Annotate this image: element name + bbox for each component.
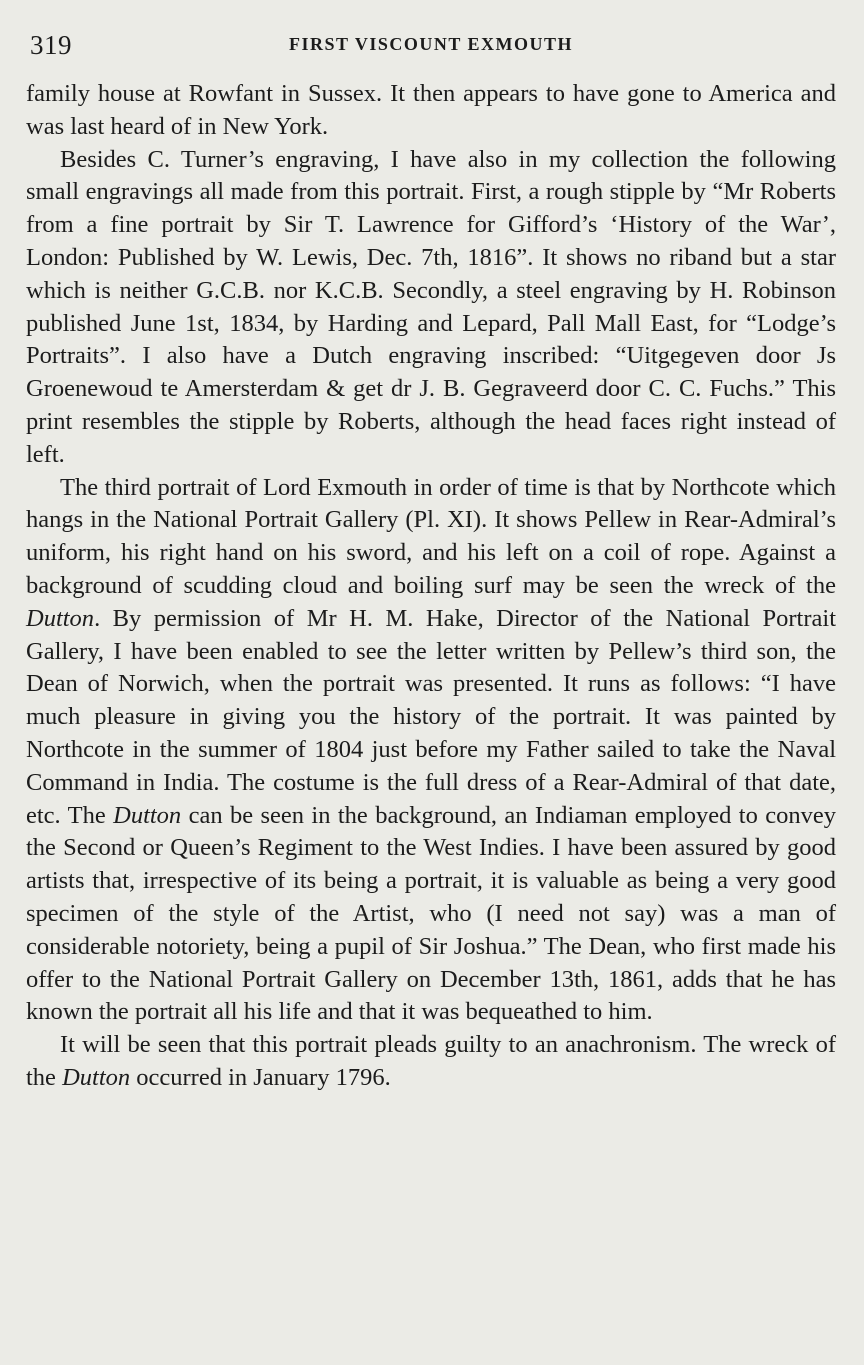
paragraph-4 <box>26 1029 836 1095</box>
text-segment: The third portrait of Lord Exmouth in order of time is that by Northcote which hangs in the National Portrait Gallery (Pl. XI). It shows Pellew in Rear-Admiral’s uniform, his right hand on his sword, and his left on a coil of rope. Against a background of scudding cloud and boiling surf may be seen the wreck of the <box>26 473 836 599</box>
body-text <box>26 78 836 1095</box>
running-head <box>26 24 836 72</box>
paragraph-1 <box>26 78 836 144</box>
ship-name-italic: Dutton <box>26 604 95 632</box>
ship-name-italic: Dutton <box>113 801 182 829</box>
text-segment: occurred in January 1796. <box>130 1063 391 1091</box>
ship-name-italic: Dutton <box>62 1063 131 1091</box>
page-number: 319 <box>30 30 72 60</box>
running-title: FIRST VISCOUNT EXMOUTH <box>288 34 574 54</box>
text-segment: family house at Rowfant in Sussex. It then appears to have gone to America and was last heard of in New York. <box>26 80 836 140</box>
paragraph-2 <box>26 144 836 472</box>
text-segment: . By permission of Mr H. M. Hake, Director of the National Portrait Gallery, I have been enabled to see the letter written by Pellew’s third son, the Dean of Norwich, when the portrait was presented. It runs as follows: “I have much pleasure in giving you the history of the portrait. It was painted by Northcote in the summer of 1804 just before my Father sailed to take the Naval Command in India. The costume is the full dress of a Rear-Admiral of that date, etc. The <box>26 604 836 829</box>
paragraph-3 <box>26 472 836 1030</box>
text-segment: Besides C. Turner’s engraving, I have also in my collection the following small engravings all made from this portrait. First, a rough stipple by “Mr Roberts from a fine portrait by Sir T. Lawrence for Gifford’s ‘History of the War’, London: Published by W. Lewis, Dec. 7th, 1816”. It shows no riband but a star which is neither G.C.B. nor K.C.B. Secondly, a steel engraving by H. Robinson published June 1st, 1834, by Harding and Lepard, Pall Mall East, for “Lodge’s Portraits”. I also have a Dutch engraving inscribed: “Uitgegeven door Js Groenewoud te Amersterdam & get dr J. B. Gegraveerd door C. C. Fuchs.” This print resembles the stipple by Roberts, although the head faces right instead of left. <box>26 145 836 468</box>
text-segment: can be seen in the background, an Indiaman employed to convey the Second or Queen’s Regiment to the West Indies. I have been assured by good artists that, irrespective of its being a portrait, it is valuable as being a very good specimen of the style of the Artist, who (I need not say) was a man of considerable notoriety, being a pupil of Sir Joshua.” The Dean, who first made his offer to the National Portrait Gallery on December 13th, 1861, adds that he has known the portrait all his life and that it was bequeathed to him. <box>26 801 836 1026</box>
text-segment: It will be seen that this portrait pleads guilty to an anachronism. The wreck of the <box>26 1031 836 1091</box>
